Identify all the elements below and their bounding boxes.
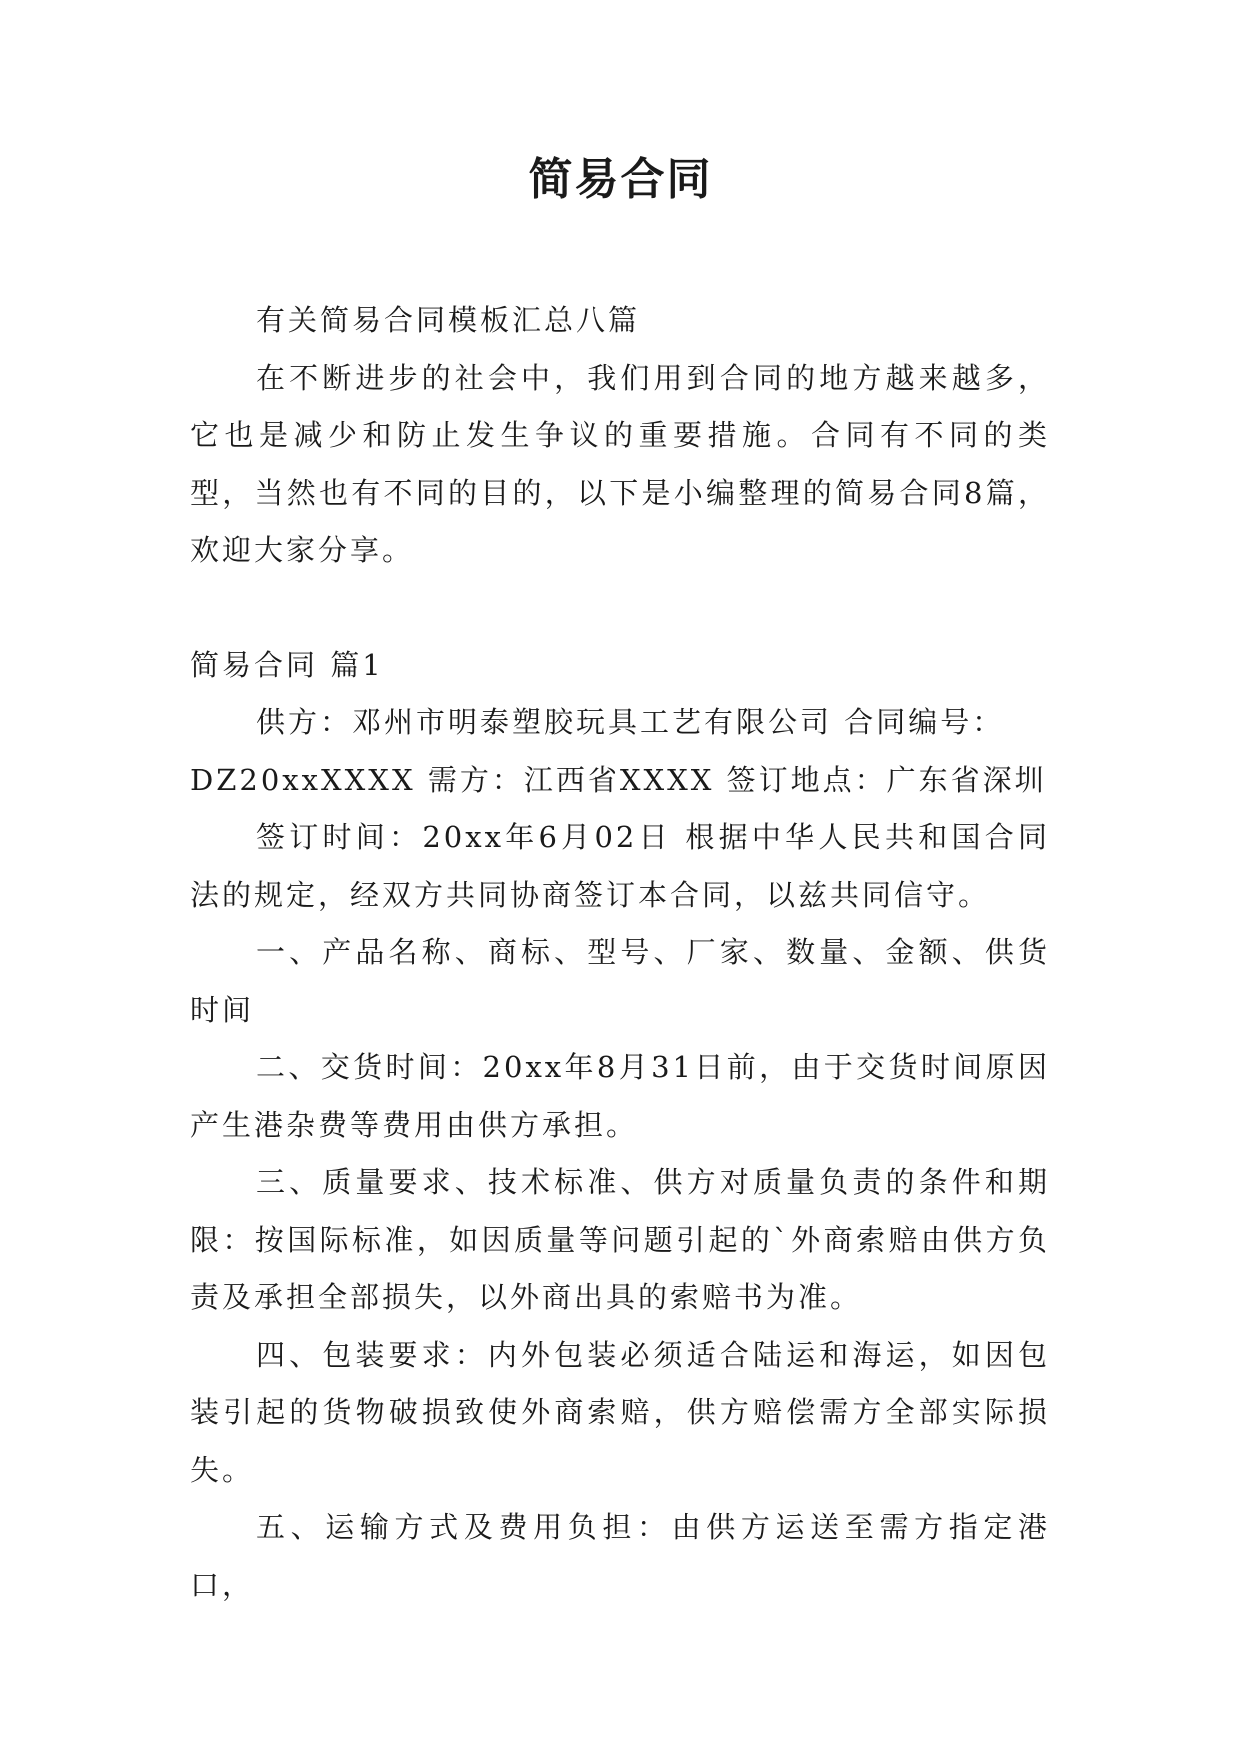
section-heading: 简易合同 篇1 xyxy=(190,647,384,682)
subtitle: 有关简易合同模板汇总八篇 xyxy=(256,303,641,337)
paragraph-contract-no: DZ20xxXXXX 需方：江西省XXXX 签订地点：广东省深圳 xyxy=(190,762,1047,797)
document-title: 简易合同 xyxy=(528,154,713,205)
paragraph-clause-5: 五、运输方式及费用负担：由供方运送至需方指定港口， xyxy=(190,1510,1050,1602)
paragraph-clause-3: 三、质量要求、技术标准、供方对质量负责的条件和期限：按国际标准，如因质量等问题引起的`外商索赔由供方负责及承担全部损失，以外商出具的索赔书为准。 xyxy=(190,1165,1050,1314)
document-body xyxy=(190,292,1050,1614)
paragraph-clause-1: 一、产品名称、商标、型号、厂家、数量、金额、供货时间 xyxy=(190,935,1050,1027)
intro-paragraph: 在不断进步的社会中，我们用到合同的地方越来越多，它也是减少和防止发生争议的重要措施。合同有不同的类型，当然也有不同的目的，以下是小编整理的简易合同8篇，欢迎大家分享。 xyxy=(190,360,1050,567)
paragraph-sign-date: 签订时间：20xx年6月02日 根据中华人民共和国合同法的规定，经双方共同协商签订本合同，以兹共同信守。 xyxy=(190,820,1050,912)
paragraph-supplier: 供方：邓州市明泰塑胶玩具工艺有限公司 合同编号： xyxy=(256,705,1005,739)
paragraph-clause-2: 二、交货时间：20xx年8月31日前，由于交货时间原因产生港杂费等费用由供方承担。 xyxy=(190,1050,1050,1142)
paragraph-clause-4: 四、包装要求：内外包装必须适合陆运和海运，如因包装引起的货物破损致使外商索赔，供方赔偿需方全部实际损失。 xyxy=(190,1337,1050,1487)
